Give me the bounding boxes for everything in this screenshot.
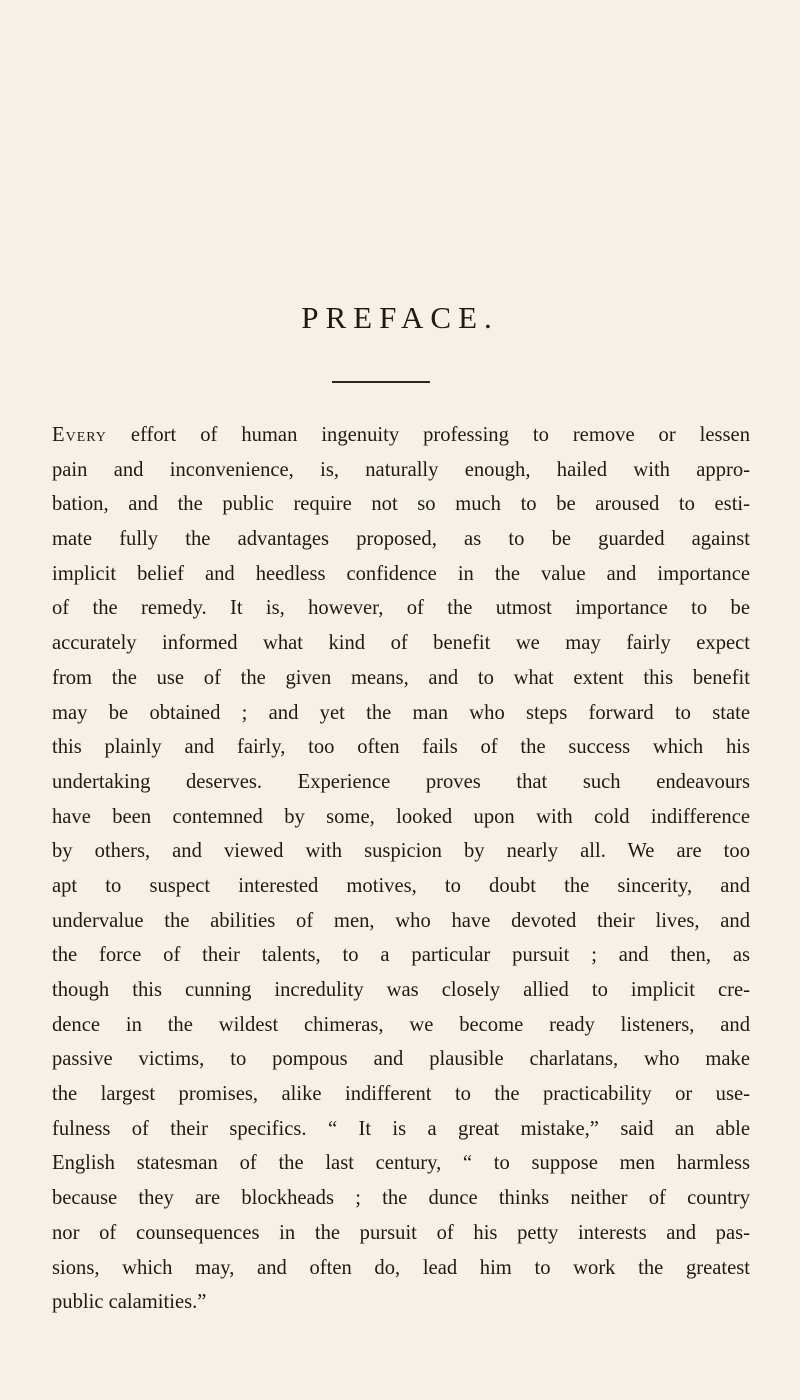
- text-line: public calamities.”: [52, 1291, 207, 1314]
- text-line: the force of their talents, to a particular pursuit ; and then, as: [52, 944, 750, 967]
- text-line: English statesman of the last century, “ to suppose men harmless: [52, 1152, 750, 1175]
- text-line: have been contemned by some, looked upon with cold indifference: [52, 805, 750, 828]
- lead-word: Every: [52, 424, 107, 446]
- text-line: fulness of their specifics. “ It is a great mistake,” said an able: [52, 1117, 750, 1140]
- text-line: mate fully the advantages proposed, as to be guarded against: [52, 528, 750, 551]
- page-title: PREFACE.: [301, 300, 499, 335]
- text-line: this plainly and fairly, too often fails of the success which his: [52, 736, 750, 759]
- text-line: apt to suspect interested motives, to doubt the sincerity, and: [52, 874, 750, 897]
- preface-body: [52, 418, 750, 1320]
- text-line: pain and inconvenience, is, naturally enough, hailed with appro-: [52, 458, 750, 481]
- text-line: undertaking deserves. Experience proves that such endeavours: [52, 770, 750, 793]
- text-line: accurately informed what kind of benefit we may fairly expect: [52, 632, 750, 655]
- text-line: though this cunning incredulity was closely allied to implicit cre-: [52, 979, 750, 1001]
- text-line: implicit belief and heedless confidence in the value and importance: [52, 562, 750, 585]
- text-line: the largest promises, alike indifferent to the practicability or use-: [52, 1083, 750, 1106]
- text-line: of the remedy. It is, however, of the utmost importance to be: [52, 597, 750, 620]
- text-line: Every effort of human ingenuity professing to remove or lessen: [52, 424, 750, 446]
- text-line: may be obtained ; and yet the man who steps forward to state: [52, 701, 750, 724]
- text-line: passive victims, to pompous and plausible charlatans, who make: [52, 1048, 750, 1071]
- text-line: by others, and viewed with suspicion by nearly all. We are too: [52, 840, 750, 863]
- text-line: nor of counsequences in the pursuit of his petty interests and pas-: [52, 1221, 750, 1244]
- text-line: undervalue the abilities of men, who have devoted their lives, and: [52, 909, 750, 932]
- text-line: from the use of the given means, and to what extent this benefit: [52, 666, 750, 689]
- title-rule: [332, 381, 430, 383]
- text-line: dence in the wildest chimeras, we become ready listeners, and: [52, 1013, 750, 1036]
- text-line: because they are blockheads ; the dunce thinks neither of country: [52, 1187, 750, 1210]
- text-line: sions, which may, and often do, lead him to work the greatest: [52, 1256, 750, 1279]
- text-line: bation, and the public require not so much to be aroused to esti-: [52, 493, 750, 516]
